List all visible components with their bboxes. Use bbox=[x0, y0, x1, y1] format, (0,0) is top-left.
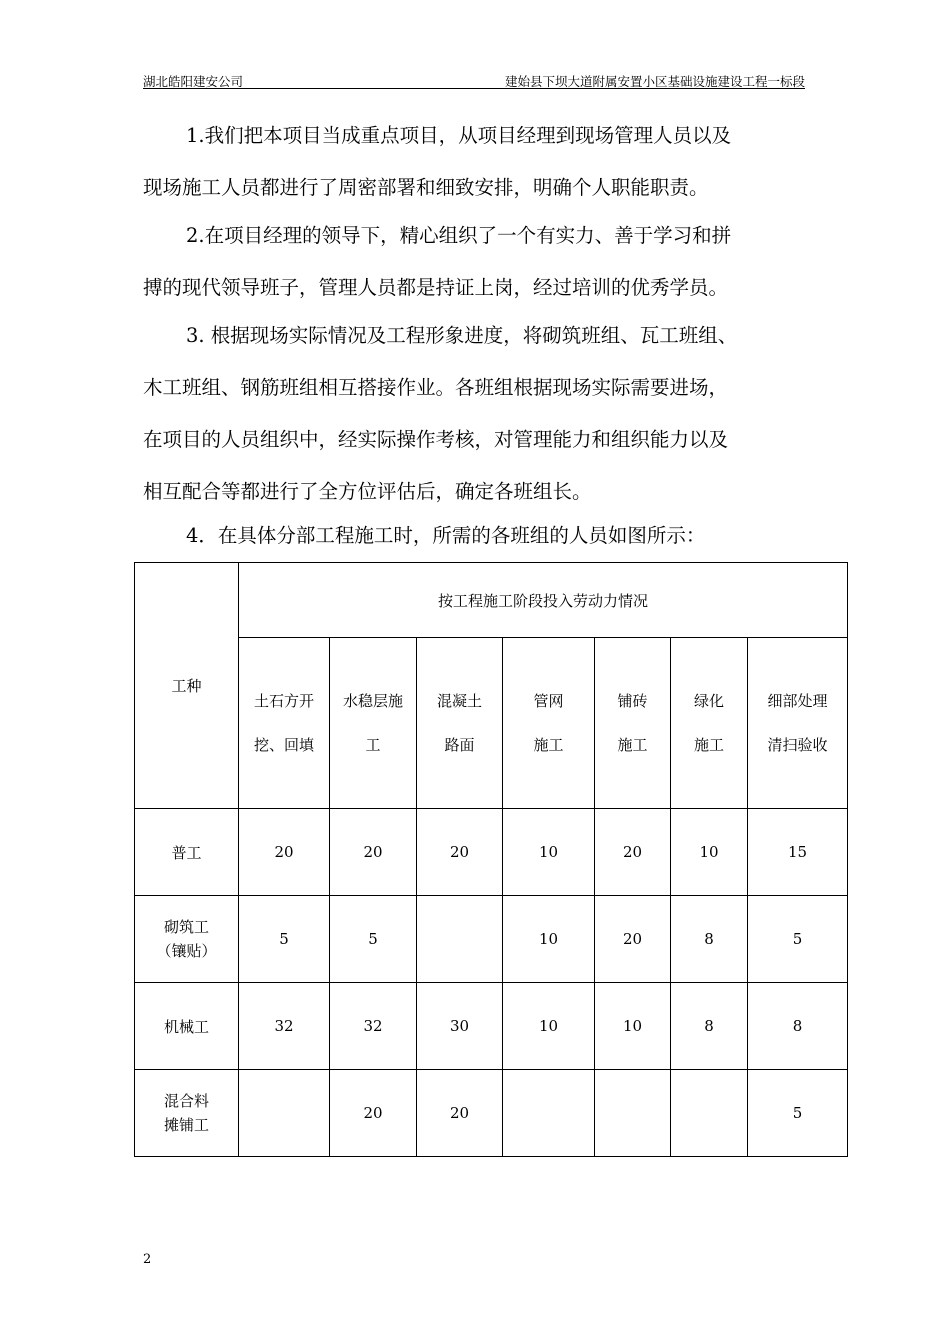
value-cell: 5 bbox=[748, 1070, 848, 1157]
table-row bbox=[135, 983, 848, 1070]
value-cell: 20 bbox=[595, 809, 671, 896]
table-row bbox=[135, 809, 848, 896]
stage-header: 土石方开 挖、回填 bbox=[239, 638, 330, 809]
value-cell: 32 bbox=[330, 983, 417, 1070]
paragraph-2 bbox=[143, 210, 808, 314]
paragraph-line: 在项目的人员组织中，经实际操作考核，对管理能力和组织能力以及 bbox=[143, 428, 729, 451]
value-cell: 10 bbox=[503, 809, 595, 896]
value-cell bbox=[503, 1070, 595, 1157]
value-cell: 10 bbox=[595, 983, 671, 1070]
value-cell bbox=[239, 1070, 330, 1157]
header-project-title: 建始县下坝大道附属安置小区基础设施建设工程一标段 bbox=[504, 74, 805, 89]
paragraph-line: 木工班组、钢筋班组相互搭接作业。各班组根据现场实际需要进场， bbox=[143, 376, 729, 399]
value-cell: 5 bbox=[748, 896, 848, 983]
header-company: 湖北皓阳建安公司 bbox=[143, 74, 244, 89]
trade-cell: 机械工 bbox=[135, 983, 239, 1070]
table-row bbox=[135, 896, 848, 983]
labor-table bbox=[134, 562, 848, 1157]
paragraph-line: 1.我们把本项目当成重点项目，从项目经理到现场管理人员以及 bbox=[186, 124, 732, 147]
value-cell: 20 bbox=[417, 809, 503, 896]
trade-cell: 砌筑工 （镶贴） bbox=[135, 896, 239, 983]
stage-header: 铺砖 施工 bbox=[595, 638, 671, 809]
stage-header: 绿化 施工 bbox=[671, 638, 748, 809]
paragraph-line: 3. 根据现场实际情况及工程形象进度，将砌筑班组、瓦工班组、 bbox=[186, 324, 738, 347]
trade-cell: 普工 bbox=[135, 809, 239, 896]
value-cell: 32 bbox=[239, 983, 330, 1070]
value-cell: 8 bbox=[748, 983, 848, 1070]
value-cell: 20 bbox=[330, 809, 417, 896]
value-cell bbox=[595, 1070, 671, 1157]
paragraph-line: 搏的现代领导班子，管理人员都是持证上岗，经过培训的优秀学员。 bbox=[143, 276, 729, 299]
trade-cell: 混合料 摊铺工 bbox=[135, 1070, 239, 1157]
value-cell: 5 bbox=[330, 896, 417, 983]
value-cell: 30 bbox=[417, 983, 503, 1070]
value-cell: 10 bbox=[503, 896, 595, 983]
value-cell: 20 bbox=[330, 1070, 417, 1157]
paragraph-line: 现场施工人员都进行了周密部署和细致安排，明确个人职能职责。 bbox=[143, 176, 709, 199]
value-cell: 10 bbox=[671, 809, 748, 896]
page-header bbox=[143, 72, 805, 89]
paragraph-line: 2.在项目经理的领导下，精心组织了一个有实力、善于学习和拼 bbox=[186, 224, 732, 247]
page-number: 2 bbox=[143, 1252, 152, 1267]
value-cell: 5 bbox=[239, 896, 330, 983]
value-cell: 20 bbox=[239, 809, 330, 896]
paragraph-line: 相互配合等都进行了全方位评估后，确定各班组长。 bbox=[143, 480, 592, 503]
value-cell: 8 bbox=[671, 983, 748, 1070]
value-cell: 8 bbox=[671, 896, 748, 983]
paragraph-4 bbox=[143, 510, 808, 562]
stage-header: 水稳层施 工 bbox=[330, 638, 417, 809]
table-corner-cell: 工种 bbox=[135, 563, 239, 809]
stage-header: 管网 施工 bbox=[503, 638, 595, 809]
value-cell: 20 bbox=[595, 896, 671, 983]
table-row bbox=[135, 1070, 848, 1157]
stage-header: 混凝土 路面 bbox=[417, 638, 503, 809]
paragraph-line: 4．在具体分部工程施工时，所需的各班组的人员如图所示： bbox=[186, 524, 706, 547]
value-cell: 10 bbox=[503, 983, 595, 1070]
paragraph-1 bbox=[143, 110, 808, 214]
value-cell: 15 bbox=[748, 809, 848, 896]
stage-header: 细部处理 清扫验收 bbox=[748, 638, 848, 809]
value-cell: 20 bbox=[417, 1070, 503, 1157]
value-cell bbox=[671, 1070, 748, 1157]
table-group-header: 按工程施工阶段投入劳动力情况 bbox=[239, 563, 848, 638]
value-cell bbox=[417, 896, 503, 983]
paragraph-3 bbox=[143, 310, 808, 518]
